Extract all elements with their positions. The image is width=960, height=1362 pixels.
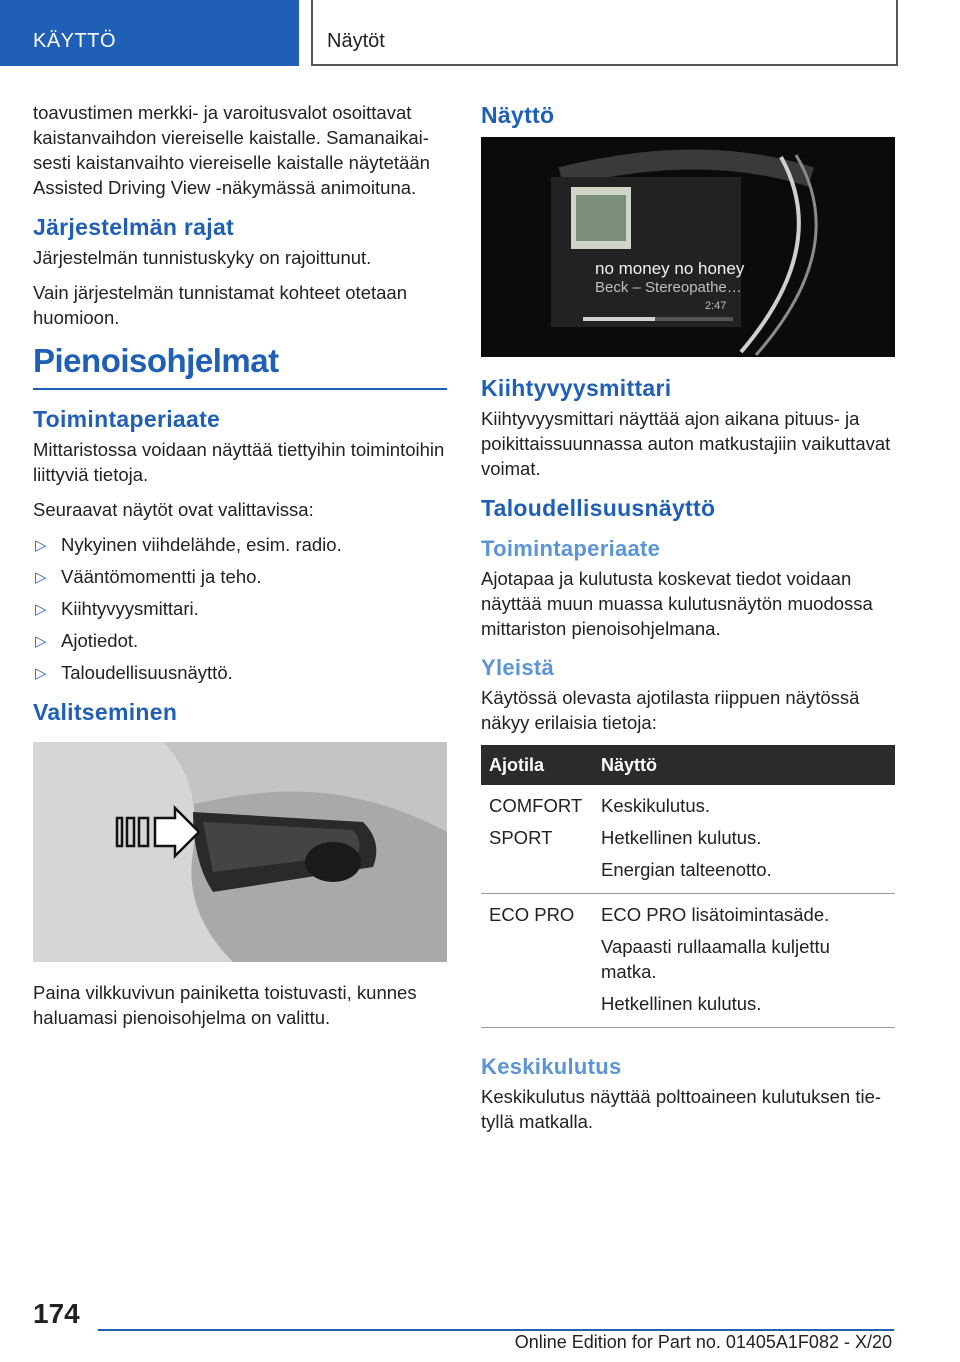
select-heading: Valitseminen (33, 699, 178, 725)
table-row (481, 894, 895, 1028)
table-header-row (481, 745, 895, 785)
general-paragraph: Käytössä olevasta ajotilasta riippuen näytössä näkyy erilaisia tietoja: (481, 687, 860, 733)
principle-paragraph-2: Seuraavat näytöt ovat valittavissa: (33, 499, 314, 520)
footer-divider (98, 1329, 894, 1331)
principle-paragraph-1: Mittaristossa voidaan näyttää tiettyihin toimintoihin liittyviä tietoja. (33, 439, 445, 485)
limits-heading: Järjestelmän rajat (33, 214, 235, 240)
limits-paragraph-2: Vain järjestelmän tunnistamat kohteet otetaan huomioon. (33, 282, 407, 328)
list-item: ▷ Nykyinen viihdelähde, esim. radio. (33, 532, 447, 557)
page-number: 174 (33, 1298, 80, 1329)
driving-mode-table (481, 745, 895, 1028)
intro-paragraph: toavustimen merkki- ja varoitusvalot osoittavat kaistanvaihdon viereiselle kaistalle. Samanaikaisesti kaistanvaihto viereiselle kaistalle näytetään Assisted Driving View -näkymässä animoituna. (33, 102, 430, 198)
edition-text: Online Edition for Part no. 01405A1F082 - X/20 (514, 1332, 892, 1352)
display-cell: ECO PRO lisätoimintasäde. Vapaasti rullaamalla kuljettu matka. Hetkellinen kulutus. (593, 894, 895, 1028)
economy-principle-paragraph: Ajotapaa ja kulutusta koskevat tiedot voidaan näyttää muun muassa kulutusnäytön muodossa mittariston pienoisohjelmana. (481, 568, 873, 639)
left-column (33, 100, 447, 1040)
cluster-drawing (481, 137, 895, 357)
display-heading: Näyttö (481, 102, 555, 128)
triangle-bullet-icon: ▷ (35, 601, 47, 618)
turn-signal-lever-illustration (33, 742, 447, 962)
average-consumption-heading: Keskikulutus (481, 1054, 622, 1079)
list-item: ▷ Taloudellisuusnäyttö. (33, 660, 447, 685)
display-cell: Keskikulutus. Hetkellinen kulutus. Energian talteenotto. (593, 785, 895, 894)
accelerometer-heading: Kiihtyvyysmittari (481, 375, 672, 401)
track-artist: Beck – Stereopathe… (595, 279, 742, 296)
limits-paragraph-1: Järjestelmän tunnistuskyky on rajoittunut. (33, 247, 372, 268)
section-tab (0, 0, 299, 66)
list-item: ▷ Ajotiedot. (33, 628, 447, 653)
list-item: ▷ Vääntömomentti ja teho. (33, 564, 447, 589)
economy-heading: Taloudellisuusnäyttö (481, 495, 716, 521)
mode-cell: COMFORT SPORT (481, 785, 593, 894)
widget-list (33, 532, 447, 685)
select-paragraph: Paina vilkkuvivun painiketta toistuvasti, kunnes haluamasi pienoisohjelma on valittu. (33, 982, 417, 1028)
economy-principle-heading: Toimintaperiaate (481, 536, 661, 561)
right-column (481, 100, 895, 1144)
instrument-cluster-display (481, 137, 895, 357)
column-header-mode: Ajotila (481, 745, 593, 785)
column-header-display: Näyttö (593, 745, 895, 785)
triangle-bullet-icon: ▷ (35, 537, 47, 554)
principle-heading: Toimintaperiaate (33, 406, 221, 432)
mode-cell: ECO PRO (481, 894, 593, 1028)
triangle-bullet-icon: ▷ (35, 665, 47, 682)
section-title: KÄYTTÖ (33, 30, 117, 52)
track-time: 2:47 (705, 300, 727, 312)
track-title: no money no honey (595, 259, 745, 278)
triangle-bullet-icon: ▷ (35, 633, 47, 650)
average-consumption-paragraph: Keskikulutus näyttää polttoaineen kulutuksen tietyllä matkalla. (481, 1086, 882, 1132)
list-item: ▷ Kiihtyvyysmittari. (33, 596, 447, 621)
lever-drawing (33, 742, 447, 962)
chapter-title: Näytöt (327, 30, 385, 52)
general-heading: Yleistä (481, 655, 555, 680)
table-row (481, 785, 895, 894)
widgets-heading: Pienoisohjelmat (33, 342, 447, 390)
chapter-header (311, 0, 898, 66)
accelerometer-paragraph: Kiihtyvyysmittari näyttää ajon aikana pituus- ja poikittaissuunnassa auton matkustajiin vaikuttavat voimat. (481, 408, 891, 479)
triangle-bullet-icon: ▷ (35, 569, 47, 586)
